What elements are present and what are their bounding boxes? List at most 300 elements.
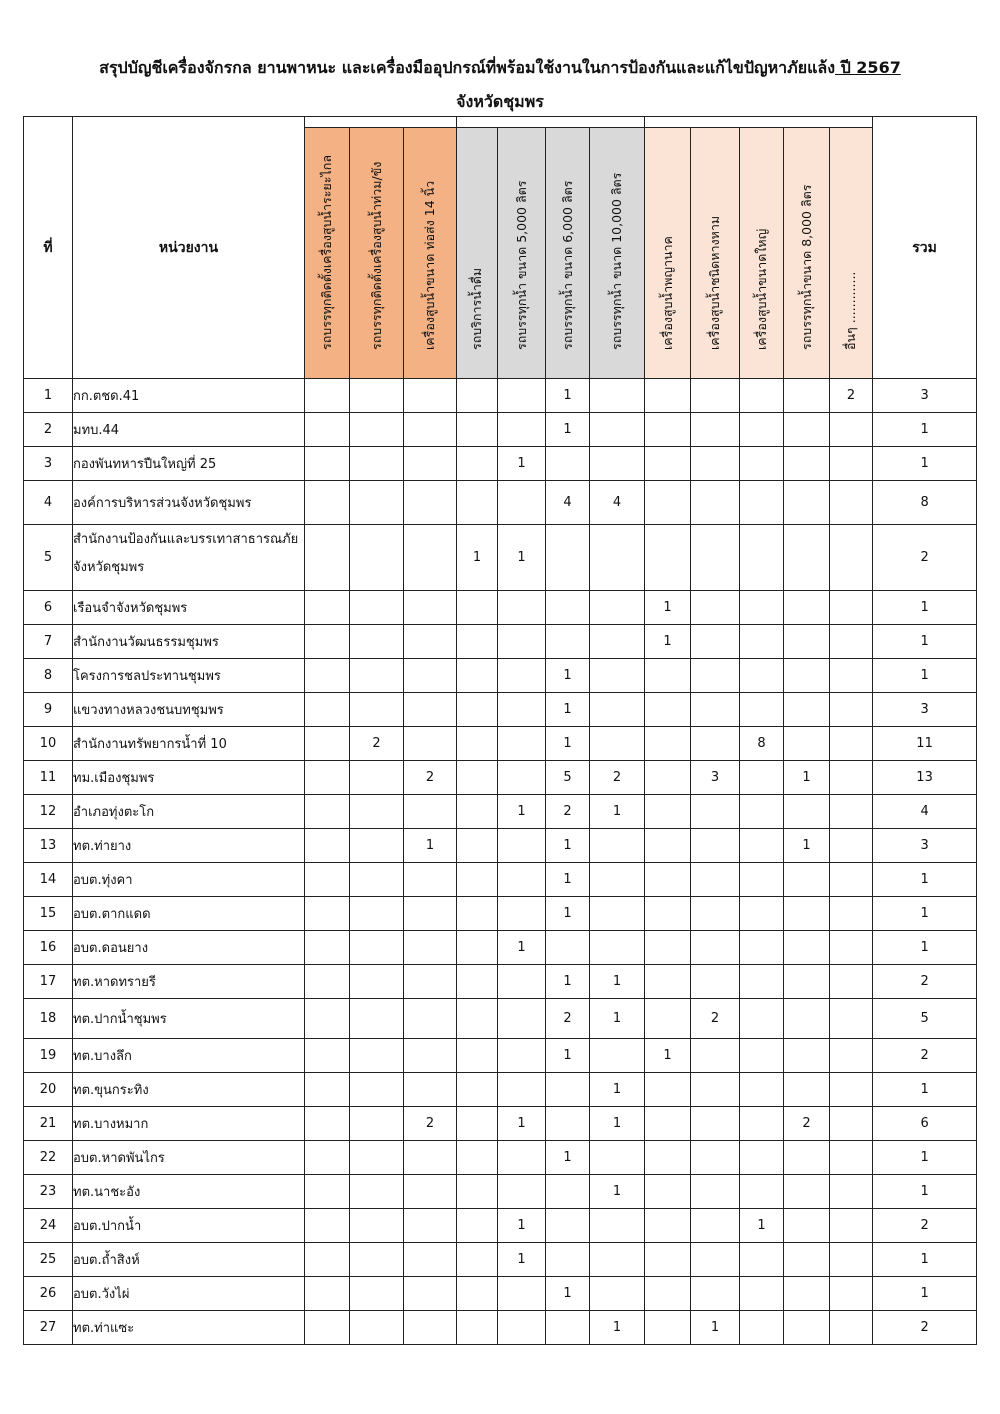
cell-value: 1 — [590, 1073, 645, 1107]
cell-value — [830, 525, 873, 591]
header-col-9 — [691, 128, 740, 379]
cell-value — [350, 795, 404, 829]
cell-value — [404, 1141, 457, 1175]
row-number: 11 — [24, 761, 73, 795]
unit-name: ทต.ท่าแซะ — [73, 1311, 305, 1345]
cell-value — [645, 1243, 691, 1277]
unit-name: ทต.หาดทรายรี — [73, 965, 305, 999]
cell-value: 2 — [404, 761, 457, 795]
cell-value — [590, 379, 645, 413]
cell-value — [590, 1141, 645, 1175]
cell-value — [305, 999, 350, 1039]
row-total: 1 — [873, 1141, 977, 1175]
cell-value — [691, 379, 740, 413]
cell-value — [645, 795, 691, 829]
row-total: 13 — [873, 761, 977, 795]
cell-value: 1 — [645, 1039, 691, 1073]
unit-name: ทต.ปากน้ำชุมพร — [73, 999, 305, 1039]
equipment-table — [23, 116, 977, 1345]
table-row — [24, 525, 977, 591]
cell-value: 5 — [546, 761, 590, 795]
cell-value — [740, 1073, 784, 1107]
cell-value — [457, 1277, 498, 1311]
unit-name: กองพันทหารปืนใหญ่ที่ 25 — [73, 447, 305, 481]
cell-value: 2 — [784, 1107, 830, 1141]
row-number: 17 — [24, 965, 73, 999]
cell-value — [830, 931, 873, 965]
cell-value — [691, 481, 740, 525]
cell-value: 2 — [350, 727, 404, 761]
cell-value — [305, 659, 350, 693]
cell-value — [784, 693, 830, 727]
cell-value — [691, 659, 740, 693]
table-row — [24, 761, 977, 795]
table-row — [24, 931, 977, 965]
cell-value — [457, 625, 498, 659]
unit-name: สำนักงานวัฒนธรรมชุมพร — [73, 625, 305, 659]
header-col-label: รถบรรทุกติดตั้งเครื่องสูบน้ำระยะไกล — [319, 155, 334, 350]
cell-value — [404, 625, 457, 659]
cell-value — [404, 931, 457, 965]
row-total: 1 — [873, 1277, 977, 1311]
cell-value: 1 — [546, 829, 590, 863]
cell-value — [830, 897, 873, 931]
cell-value — [546, 1175, 590, 1209]
row-number: 14 — [24, 863, 73, 897]
cell-value — [830, 447, 873, 481]
cell-value — [305, 413, 350, 447]
cell-value — [691, 1277, 740, 1311]
cell-value — [498, 379, 546, 413]
unit-name: อบต.ปากน้ำ — [73, 1209, 305, 1243]
cell-value — [784, 525, 830, 591]
header-col-3 — [404, 128, 457, 379]
cell-value — [691, 829, 740, 863]
table-row — [24, 965, 977, 999]
cell-value — [457, 413, 498, 447]
unit-name: อบต.ดอนยาง — [73, 931, 305, 965]
cell-value — [645, 1107, 691, 1141]
unit-name: อบต.ถ้ำสิงห์ — [73, 1243, 305, 1277]
unit-name: ทต.บางลึก — [73, 1039, 305, 1073]
cell-value — [784, 1141, 830, 1175]
row-number: 22 — [24, 1141, 73, 1175]
cell-value — [546, 1209, 590, 1243]
cell-value — [457, 727, 498, 761]
cell-value — [590, 727, 645, 761]
row-number: 7 — [24, 625, 73, 659]
table-row — [24, 863, 977, 897]
cell-value — [404, 1175, 457, 1209]
cell-value — [498, 625, 546, 659]
row-total: 1 — [873, 413, 977, 447]
cell-value — [350, 965, 404, 999]
cell-value — [498, 761, 546, 795]
cell-value — [498, 481, 546, 525]
cell-value — [691, 413, 740, 447]
table-row — [24, 625, 977, 659]
unit-name: เรือนจำจังหวัดชุมพร — [73, 591, 305, 625]
row-total: 1 — [873, 625, 977, 659]
header-no: ที่ — [24, 117, 73, 379]
cell-value — [305, 1039, 350, 1073]
cell-value: 1 — [498, 1209, 546, 1243]
cell-value: 2 — [546, 795, 590, 829]
cell-value — [691, 1209, 740, 1243]
cell-value — [546, 931, 590, 965]
row-total: 1 — [873, 1073, 977, 1107]
cell-value — [350, 897, 404, 931]
cell-value — [457, 1209, 498, 1243]
cell-value — [830, 999, 873, 1039]
cell-value — [305, 761, 350, 795]
cell-value — [457, 1311, 498, 1345]
cell-value — [305, 863, 350, 897]
cell-value: 2 — [404, 1107, 457, 1141]
cell-value — [830, 1243, 873, 1277]
cell-value — [691, 1175, 740, 1209]
table-row — [24, 897, 977, 931]
cell-value — [830, 965, 873, 999]
cell-value: 2 — [830, 379, 873, 413]
cell-value — [830, 1311, 873, 1345]
unit-name: สำนักงานทรัพยากรน้ำที่ 10 — [73, 727, 305, 761]
cell-value — [830, 625, 873, 659]
cell-value — [830, 1073, 873, 1107]
cell-value — [740, 525, 784, 591]
row-number: 5 — [24, 525, 73, 591]
cell-value — [645, 727, 691, 761]
cell-value — [740, 761, 784, 795]
cell-value — [498, 1039, 546, 1073]
cell-value — [645, 1073, 691, 1107]
cell-value — [830, 659, 873, 693]
cell-value — [305, 525, 350, 591]
cell-value — [350, 863, 404, 897]
cell-value — [645, 447, 691, 481]
cell-value — [691, 965, 740, 999]
cell-value — [830, 1107, 873, 1141]
cell-value — [691, 447, 740, 481]
cell-value — [740, 591, 784, 625]
cell-value — [830, 727, 873, 761]
cell-value — [740, 1175, 784, 1209]
cell-value — [305, 1209, 350, 1243]
cell-value — [645, 525, 691, 591]
cell-value — [830, 1277, 873, 1311]
header-col-8 — [645, 128, 691, 379]
cell-value — [740, 863, 784, 897]
cell-value — [305, 1243, 350, 1277]
row-number: 9 — [24, 693, 73, 727]
cell-value — [830, 693, 873, 727]
cell-value — [457, 1141, 498, 1175]
cell-value — [830, 481, 873, 525]
cell-value: 1 — [590, 795, 645, 829]
cell-value — [740, 965, 784, 999]
cell-value — [784, 897, 830, 931]
cell-value — [590, 659, 645, 693]
cell-value — [645, 761, 691, 795]
cell-value — [740, 897, 784, 931]
cell-value — [404, 413, 457, 447]
cell-value — [457, 591, 498, 625]
cell-value — [784, 1277, 830, 1311]
cell-value — [404, 379, 457, 413]
cell-value — [350, 1209, 404, 1243]
cell-value — [784, 447, 830, 481]
cell-value — [305, 1311, 350, 1345]
cell-value: 4 — [546, 481, 590, 525]
cell-value — [404, 1209, 457, 1243]
header-col-label: รถบรรทุกน้ำ ขนาด 5,000 ลิตร — [513, 180, 529, 350]
row-number: 15 — [24, 897, 73, 931]
table-row — [24, 693, 977, 727]
cell-value — [457, 481, 498, 525]
cell-value — [784, 727, 830, 761]
cell-value — [784, 795, 830, 829]
cell-value — [498, 1141, 546, 1175]
cell-value — [457, 447, 498, 481]
unit-name: ทต.บางหมาก — [73, 1107, 305, 1141]
cell-value — [645, 1311, 691, 1345]
cell-value: 8 — [740, 727, 784, 761]
cell-value — [305, 379, 350, 413]
row-total: 4 — [873, 795, 977, 829]
row-total: 2 — [873, 1209, 977, 1243]
header-col-12 — [830, 128, 873, 379]
cell-value — [590, 931, 645, 965]
cell-value — [404, 897, 457, 931]
cell-value — [457, 693, 498, 727]
cell-value: 1 — [784, 829, 830, 863]
cell-value — [645, 1141, 691, 1175]
cell-value — [305, 931, 350, 965]
cell-value — [830, 591, 873, 625]
cell-value — [498, 659, 546, 693]
table-row — [24, 481, 977, 525]
header-col-label: เครื่องสูบน้ำพญานาค — [659, 236, 675, 350]
cell-value — [350, 931, 404, 965]
row-total: 1 — [873, 931, 977, 965]
cell-value: 1 — [546, 1039, 590, 1073]
header-col-label: รถบรรทุกน้ำ ขนาด 6,000 ลิตร — [559, 180, 575, 350]
cell-value — [498, 727, 546, 761]
cell-value — [645, 379, 691, 413]
cell-value — [546, 1107, 590, 1141]
cell-value — [305, 1073, 350, 1107]
cell-value — [830, 1209, 873, 1243]
table-row — [24, 1311, 977, 1345]
cell-value — [350, 659, 404, 693]
cell-value — [784, 625, 830, 659]
header-col-label: เครื่องสูบน้ำขนาดใหญ่ — [753, 228, 769, 350]
cell-value — [590, 591, 645, 625]
cell-value — [645, 1175, 691, 1209]
table-row — [24, 1175, 977, 1209]
cell-value — [830, 1141, 873, 1175]
row-total: 1 — [873, 591, 977, 625]
cell-value: 1 — [546, 659, 590, 693]
cell-value — [350, 1277, 404, 1311]
header-group-row — [24, 117, 977, 128]
cell-value — [784, 863, 830, 897]
cell-value — [590, 525, 645, 591]
row-number: 1 — [24, 379, 73, 413]
cell-value: 1 — [498, 931, 546, 965]
cell-value — [784, 965, 830, 999]
cell-value — [645, 693, 691, 727]
cell-value — [830, 761, 873, 795]
cell-value — [457, 1175, 498, 1209]
cell-value — [784, 413, 830, 447]
table-row — [24, 1039, 977, 1073]
row-number: 8 — [24, 659, 73, 693]
cell-value — [691, 1107, 740, 1141]
cell-value — [404, 863, 457, 897]
cell-value — [691, 897, 740, 931]
cell-value — [350, 447, 404, 481]
cell-value — [645, 481, 691, 525]
cell-value — [784, 1175, 830, 1209]
cell-value — [404, 693, 457, 727]
cell-value: 1 — [546, 727, 590, 761]
unit-name: อบต.ตากแดด — [73, 897, 305, 931]
cell-value — [830, 795, 873, 829]
cell-value — [404, 591, 457, 625]
cell-value — [645, 999, 691, 1039]
row-number: 3 — [24, 447, 73, 481]
cell-value — [784, 931, 830, 965]
cell-value — [740, 795, 784, 829]
cell-value — [645, 931, 691, 965]
cell-value — [350, 625, 404, 659]
row-number: 19 — [24, 1039, 73, 1073]
cell-value — [830, 1175, 873, 1209]
cell-value — [498, 1073, 546, 1107]
cell-value — [645, 1277, 691, 1311]
cell-value — [740, 1039, 784, 1073]
table-row — [24, 659, 977, 693]
cell-value — [830, 829, 873, 863]
row-total: 11 — [873, 727, 977, 761]
cell-value — [784, 379, 830, 413]
cell-value: 1 — [590, 999, 645, 1039]
cell-value — [457, 761, 498, 795]
cell-value — [740, 625, 784, 659]
row-total: 2 — [873, 965, 977, 999]
cell-value — [498, 1175, 546, 1209]
cell-value — [404, 999, 457, 1039]
cell-value: 1 — [498, 795, 546, 829]
cell-value — [691, 795, 740, 829]
table-row — [24, 1107, 977, 1141]
row-number: 20 — [24, 1073, 73, 1107]
table-row — [24, 1073, 977, 1107]
cell-value — [784, 659, 830, 693]
cell-value — [350, 999, 404, 1039]
cell-value: 1 — [691, 1311, 740, 1345]
unit-name: โครงการชลประทานชุมพร — [73, 659, 305, 693]
header-col-11 — [784, 128, 830, 379]
cell-value — [691, 591, 740, 625]
unit-name: ทม.เมืองชุมพร — [73, 761, 305, 795]
cell-value — [498, 693, 546, 727]
cell-value — [350, 693, 404, 727]
cell-value — [691, 525, 740, 591]
header-col-label: รถบริการน้ำดื่ม — [469, 267, 485, 350]
cell-value — [457, 1107, 498, 1141]
cell-value: 1 — [590, 1311, 645, 1345]
cell-value — [546, 1311, 590, 1345]
cell-value: 1 — [546, 863, 590, 897]
cell-value — [305, 727, 350, 761]
row-total: 6 — [873, 1107, 977, 1141]
cell-value — [740, 693, 784, 727]
cell-value — [830, 413, 873, 447]
cell-value — [590, 829, 645, 863]
cell-value — [498, 999, 546, 1039]
cell-value — [784, 1039, 830, 1073]
cell-value — [546, 447, 590, 481]
cell-value — [305, 1277, 350, 1311]
cell-value — [350, 1039, 404, 1073]
header-col-4 — [457, 128, 498, 379]
header-group-2 — [457, 117, 645, 128]
cell-value — [691, 1243, 740, 1277]
cell-value — [645, 1209, 691, 1243]
cell-value — [740, 1107, 784, 1141]
cell-value — [645, 863, 691, 897]
cell-value — [590, 413, 645, 447]
cell-value — [404, 1243, 457, 1277]
cell-value — [457, 659, 498, 693]
cell-value — [784, 591, 830, 625]
cell-value — [498, 965, 546, 999]
cell-value: 3 — [691, 761, 740, 795]
cell-value — [740, 1277, 784, 1311]
cell-value — [784, 1243, 830, 1277]
cell-value — [457, 795, 498, 829]
cell-value: 1 — [546, 965, 590, 999]
cell-value — [691, 1141, 740, 1175]
cell-value — [590, 1243, 645, 1277]
header-col-label: เครื่องสูบน้ำขนาด ท่อส่ง 14 นิ้ว — [422, 180, 437, 350]
cell-value — [305, 965, 350, 999]
row-total: 1 — [873, 659, 977, 693]
cell-value — [404, 447, 457, 481]
cell-value — [498, 829, 546, 863]
cell-value — [830, 1039, 873, 1073]
cell-value — [457, 379, 498, 413]
cell-value — [404, 659, 457, 693]
row-number: 4 — [24, 481, 73, 525]
header-col-7 — [590, 128, 645, 379]
cell-value: 1 — [546, 693, 590, 727]
cell-value: 1 — [498, 1107, 546, 1141]
header-group-1 — [305, 117, 457, 128]
row-total: 3 — [873, 693, 977, 727]
header-col-10 — [740, 128, 784, 379]
cell-value — [305, 897, 350, 931]
cell-value — [350, 761, 404, 795]
cell-value — [350, 1073, 404, 1107]
cell-value — [645, 965, 691, 999]
cell-value — [350, 1107, 404, 1141]
header-total: รวม — [873, 117, 977, 379]
cell-value — [305, 1141, 350, 1175]
table-row — [24, 829, 977, 863]
